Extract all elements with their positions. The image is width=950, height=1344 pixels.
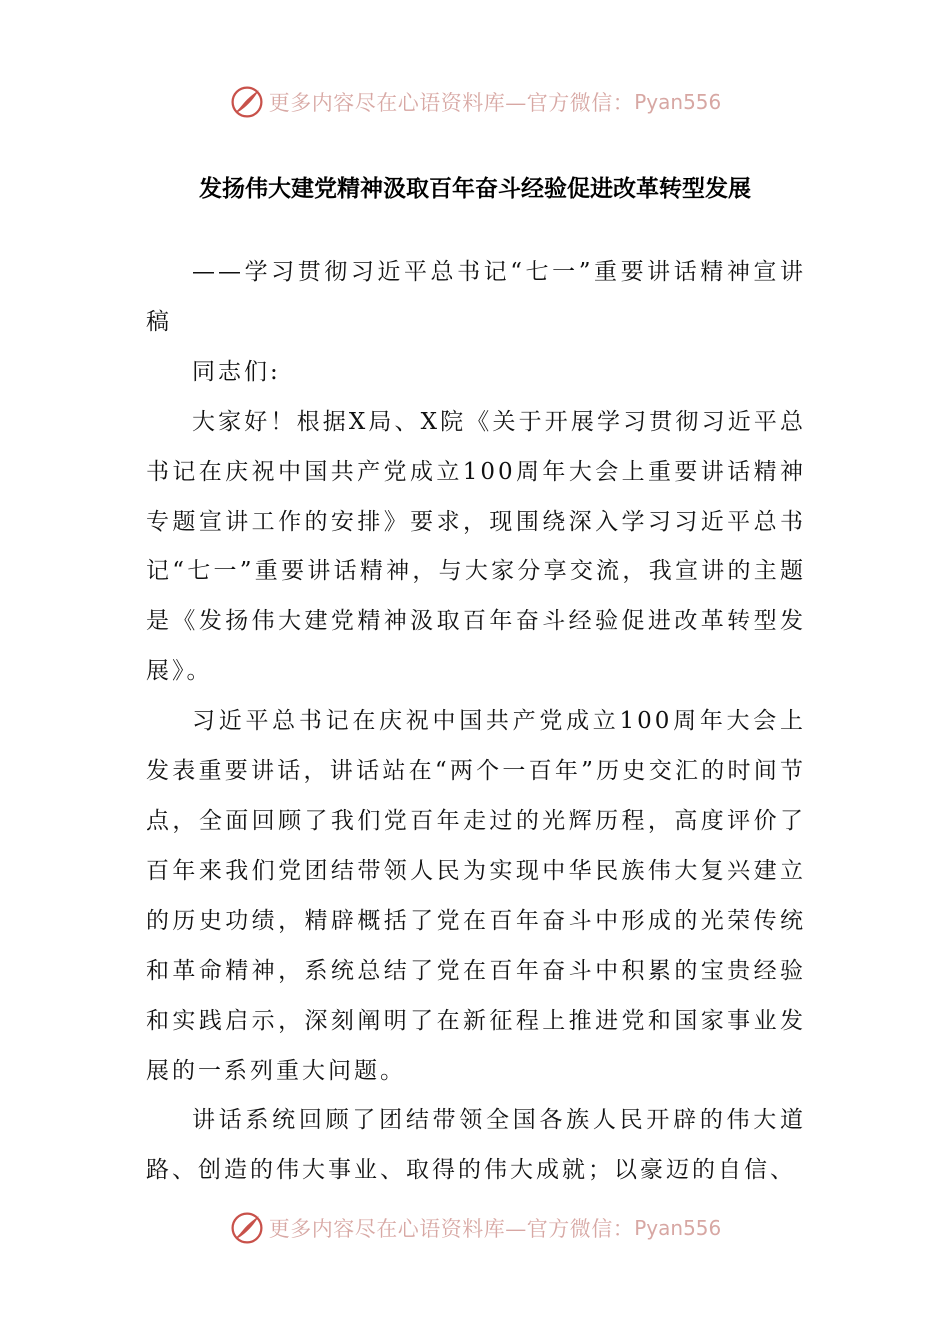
- document-body: [146, 248, 806, 1196]
- salutation: 同志们:: [192, 358, 281, 385]
- paragraph: 大家好！根据X局、X院《关于开展学习贯彻习近平总书记在庆祝中国共产党成立100周年大会上重要讲话精神专题宣讲工作的安排》要求，现围绕深入学习习近平总书记“七一”重要讲话精神，与大家分享交流，我宣讲的主题是《发扬伟大建党精神汲取百年奋斗经验促进改革转型发展》。: [146, 408, 806, 685]
- document-title: 发扬伟大建党精神汲取百年奋斗经验促进改革转型发展: [199, 175, 751, 202]
- watermark-text: 更多内容尽在心语资料库—官方微信：: [268, 1217, 635, 1241]
- paragraph: 习近平总书记在庆祝中国共产党成立100周年大会上发表重要讲话，讲话站在“两个一百年”历史交汇的时间节点，全面回顾了我们党百年走过的光辉历程，高度评价了百年来我们党团结带领人民为实现中华民族伟大复兴建立的历史功绩，精辟概括了党在百年奋斗中形成的光荣传统和革命精神，系统总结了党在百年奋斗中积累的宝贵经验和实践启示，深刻阐明了在新征程上推进党和国家事业发展的一系列重大问题。: [146, 708, 806, 1084]
- document-subtitle: ——学习贯彻习近平总书记“七一”重要讲话精神宣讲稿: [146, 259, 806, 335]
- quill-logo-icon: [229, 1210, 265, 1246]
- watermark-account: Pyan556: [634, 90, 722, 114]
- watermark-footer: [0, 1208, 950, 1248]
- watermark-header: [0, 82, 950, 122]
- watermark-text: 更多内容尽在心语资料库—官方微信：: [268, 91, 635, 115]
- paragraph: 讲话系统回顾了团结带领全国各族人民开辟的伟大道路、创造的伟大事业、取得的伟大成就；以豪迈的自信、: [146, 1107, 806, 1184]
- quill-logo-icon: [229, 84, 265, 120]
- watermark-account: Pyan556: [634, 1216, 722, 1240]
